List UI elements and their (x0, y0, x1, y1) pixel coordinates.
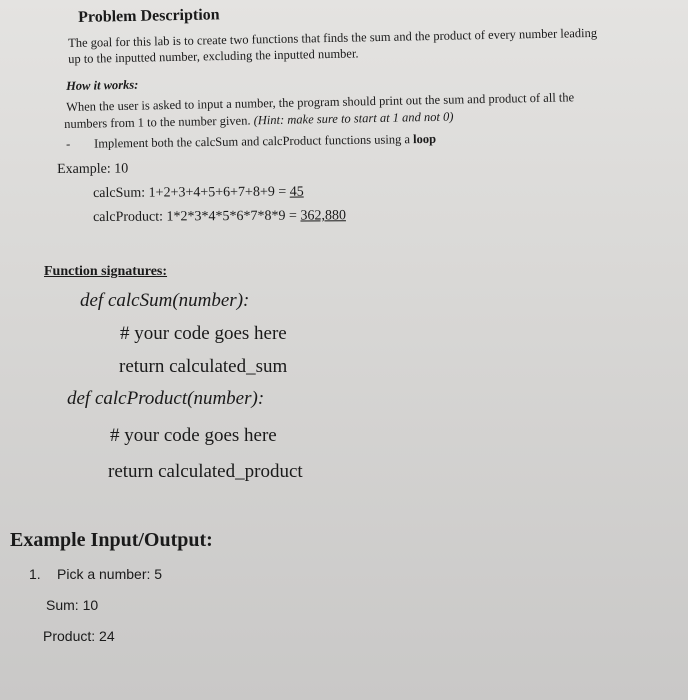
example-product-text: calcProduct: 1*2*3*4*5*6*7*8*9 = (93, 208, 301, 225)
example-label: Example: 10 (57, 161, 129, 177)
problem-line-1: The goal for this lab is to create two functions that finds the sum and the product of every number leading (68, 25, 598, 50)
return-sum: return calculated_sum (119, 356, 288, 377)
example-sum (93, 185, 304, 202)
bullet-text: Implement both the calcSum and calcProduct functions using a (93, 132, 414, 151)
problem-heading: Problem Description (78, 6, 220, 26)
how-line-1: When the user is asked to input a number, the program should print out the sum and product of all the (66, 90, 575, 114)
problem-line-2: up to the inputted number, excluding the inputted number. (68, 46, 359, 66)
def-calcproduct: def calcProduct(number): (67, 388, 265, 409)
how-bullet (66, 132, 436, 152)
def-calcsum: def calcSum(number): (80, 290, 250, 311)
how-heading: How it works: (66, 77, 139, 93)
example-product (93, 208, 346, 226)
comment-sum: # your code goes here (120, 323, 287, 344)
io-product: Product: 24 (43, 628, 115, 644)
bullet-bold: loop (412, 131, 437, 147)
bullet-marker: - (66, 136, 71, 151)
io-item-number: 1. (29, 566, 41, 582)
hint-text: (Hint: make sure to start at 1 and not 0) (253, 109, 454, 128)
example-product-result: 362,880 (300, 208, 346, 224)
io-sum: Sum: 10 (46, 597, 99, 613)
how-line-2-text: numbers from 1 to the number given. (64, 113, 254, 131)
return-product: return calculated_product (108, 461, 303, 482)
example-sum-text: calcSum: 1+2+3+4+5+6+7+8+9 = (93, 184, 290, 201)
comment-product: # your code goes here (110, 425, 277, 446)
signatures-heading: Function signatures: (44, 264, 168, 279)
io-heading: Example Input/Output: (10, 529, 213, 551)
io-prompt: Pick a number: 5 (57, 566, 163, 582)
example-sum-result: 45 (289, 184, 304, 200)
